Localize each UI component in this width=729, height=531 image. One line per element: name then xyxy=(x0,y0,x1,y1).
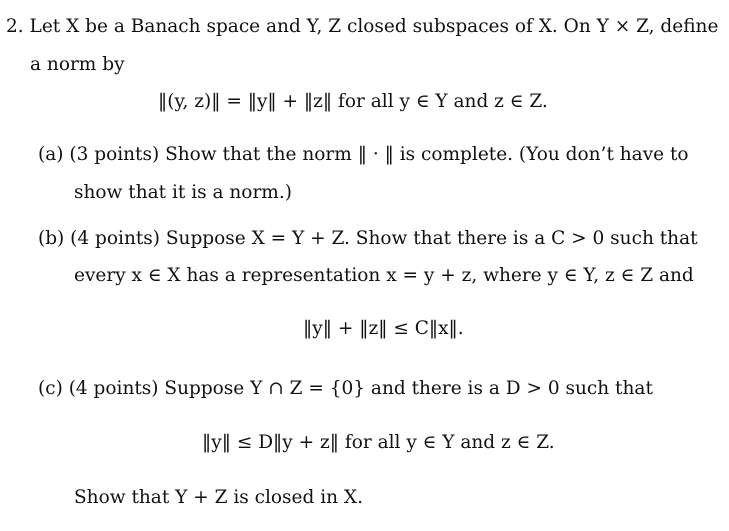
part-b-label: (b) xyxy=(38,228,65,249)
part-c-label: (c) xyxy=(38,378,63,399)
part-b-line-1 xyxy=(38,227,698,251)
part-b-text-2: every x ∈ X has a representation x = y + z, where y ∈ Y, z ∈ Z and xyxy=(74,265,694,286)
problem-number: 2. xyxy=(6,16,24,37)
problem-intro-line-1 xyxy=(6,15,718,39)
part-b-inequality xyxy=(303,317,464,341)
part-c-text-1: (4 points) Suppose Y ∩ Z = {0} and there is a D > 0 such that xyxy=(68,378,653,399)
part-b-text-1: (4 points) Suppose X = Y + Z. Show that there is a C > 0 such that xyxy=(70,228,698,249)
part-c-line-1 xyxy=(38,377,653,401)
part-c-inequality-text: ‖y‖ ≤ D‖y + z‖ for all y ∈ Y and z ∈ Z. xyxy=(202,432,555,453)
part-a-text-1: (3 points) Show that the norm ‖ · ‖ is complete. (You don’t have to xyxy=(69,144,689,165)
problem-intro-text-1: Let X be a Banach space and Y, Z closed subspaces of X. On Y × Z, define xyxy=(29,16,719,37)
part-a-label: (a) xyxy=(38,144,64,165)
part-a-line-2 xyxy=(74,181,292,205)
part-c-inequality xyxy=(202,431,555,455)
part-a-line-1 xyxy=(38,143,689,167)
part-c-conclusion-text: Show that Y + Z is closed in X. xyxy=(74,487,363,508)
problem-intro-text-2: a norm by xyxy=(30,54,125,75)
norm-definition-equation xyxy=(158,90,548,114)
part-b-inequality-text: ‖y‖ + ‖z‖ ≤ C‖x‖. xyxy=(303,318,464,339)
part-a-text-2: show that it is a norm.) xyxy=(74,182,292,203)
part-c-conclusion xyxy=(74,486,363,510)
norm-definition-text: ‖(y, z)‖ = ‖y‖ + ‖z‖ for all y ∈ Y and z ∈ Z. xyxy=(158,91,548,112)
problem-intro-line-2 xyxy=(30,53,125,77)
part-b-line-2 xyxy=(74,264,694,288)
